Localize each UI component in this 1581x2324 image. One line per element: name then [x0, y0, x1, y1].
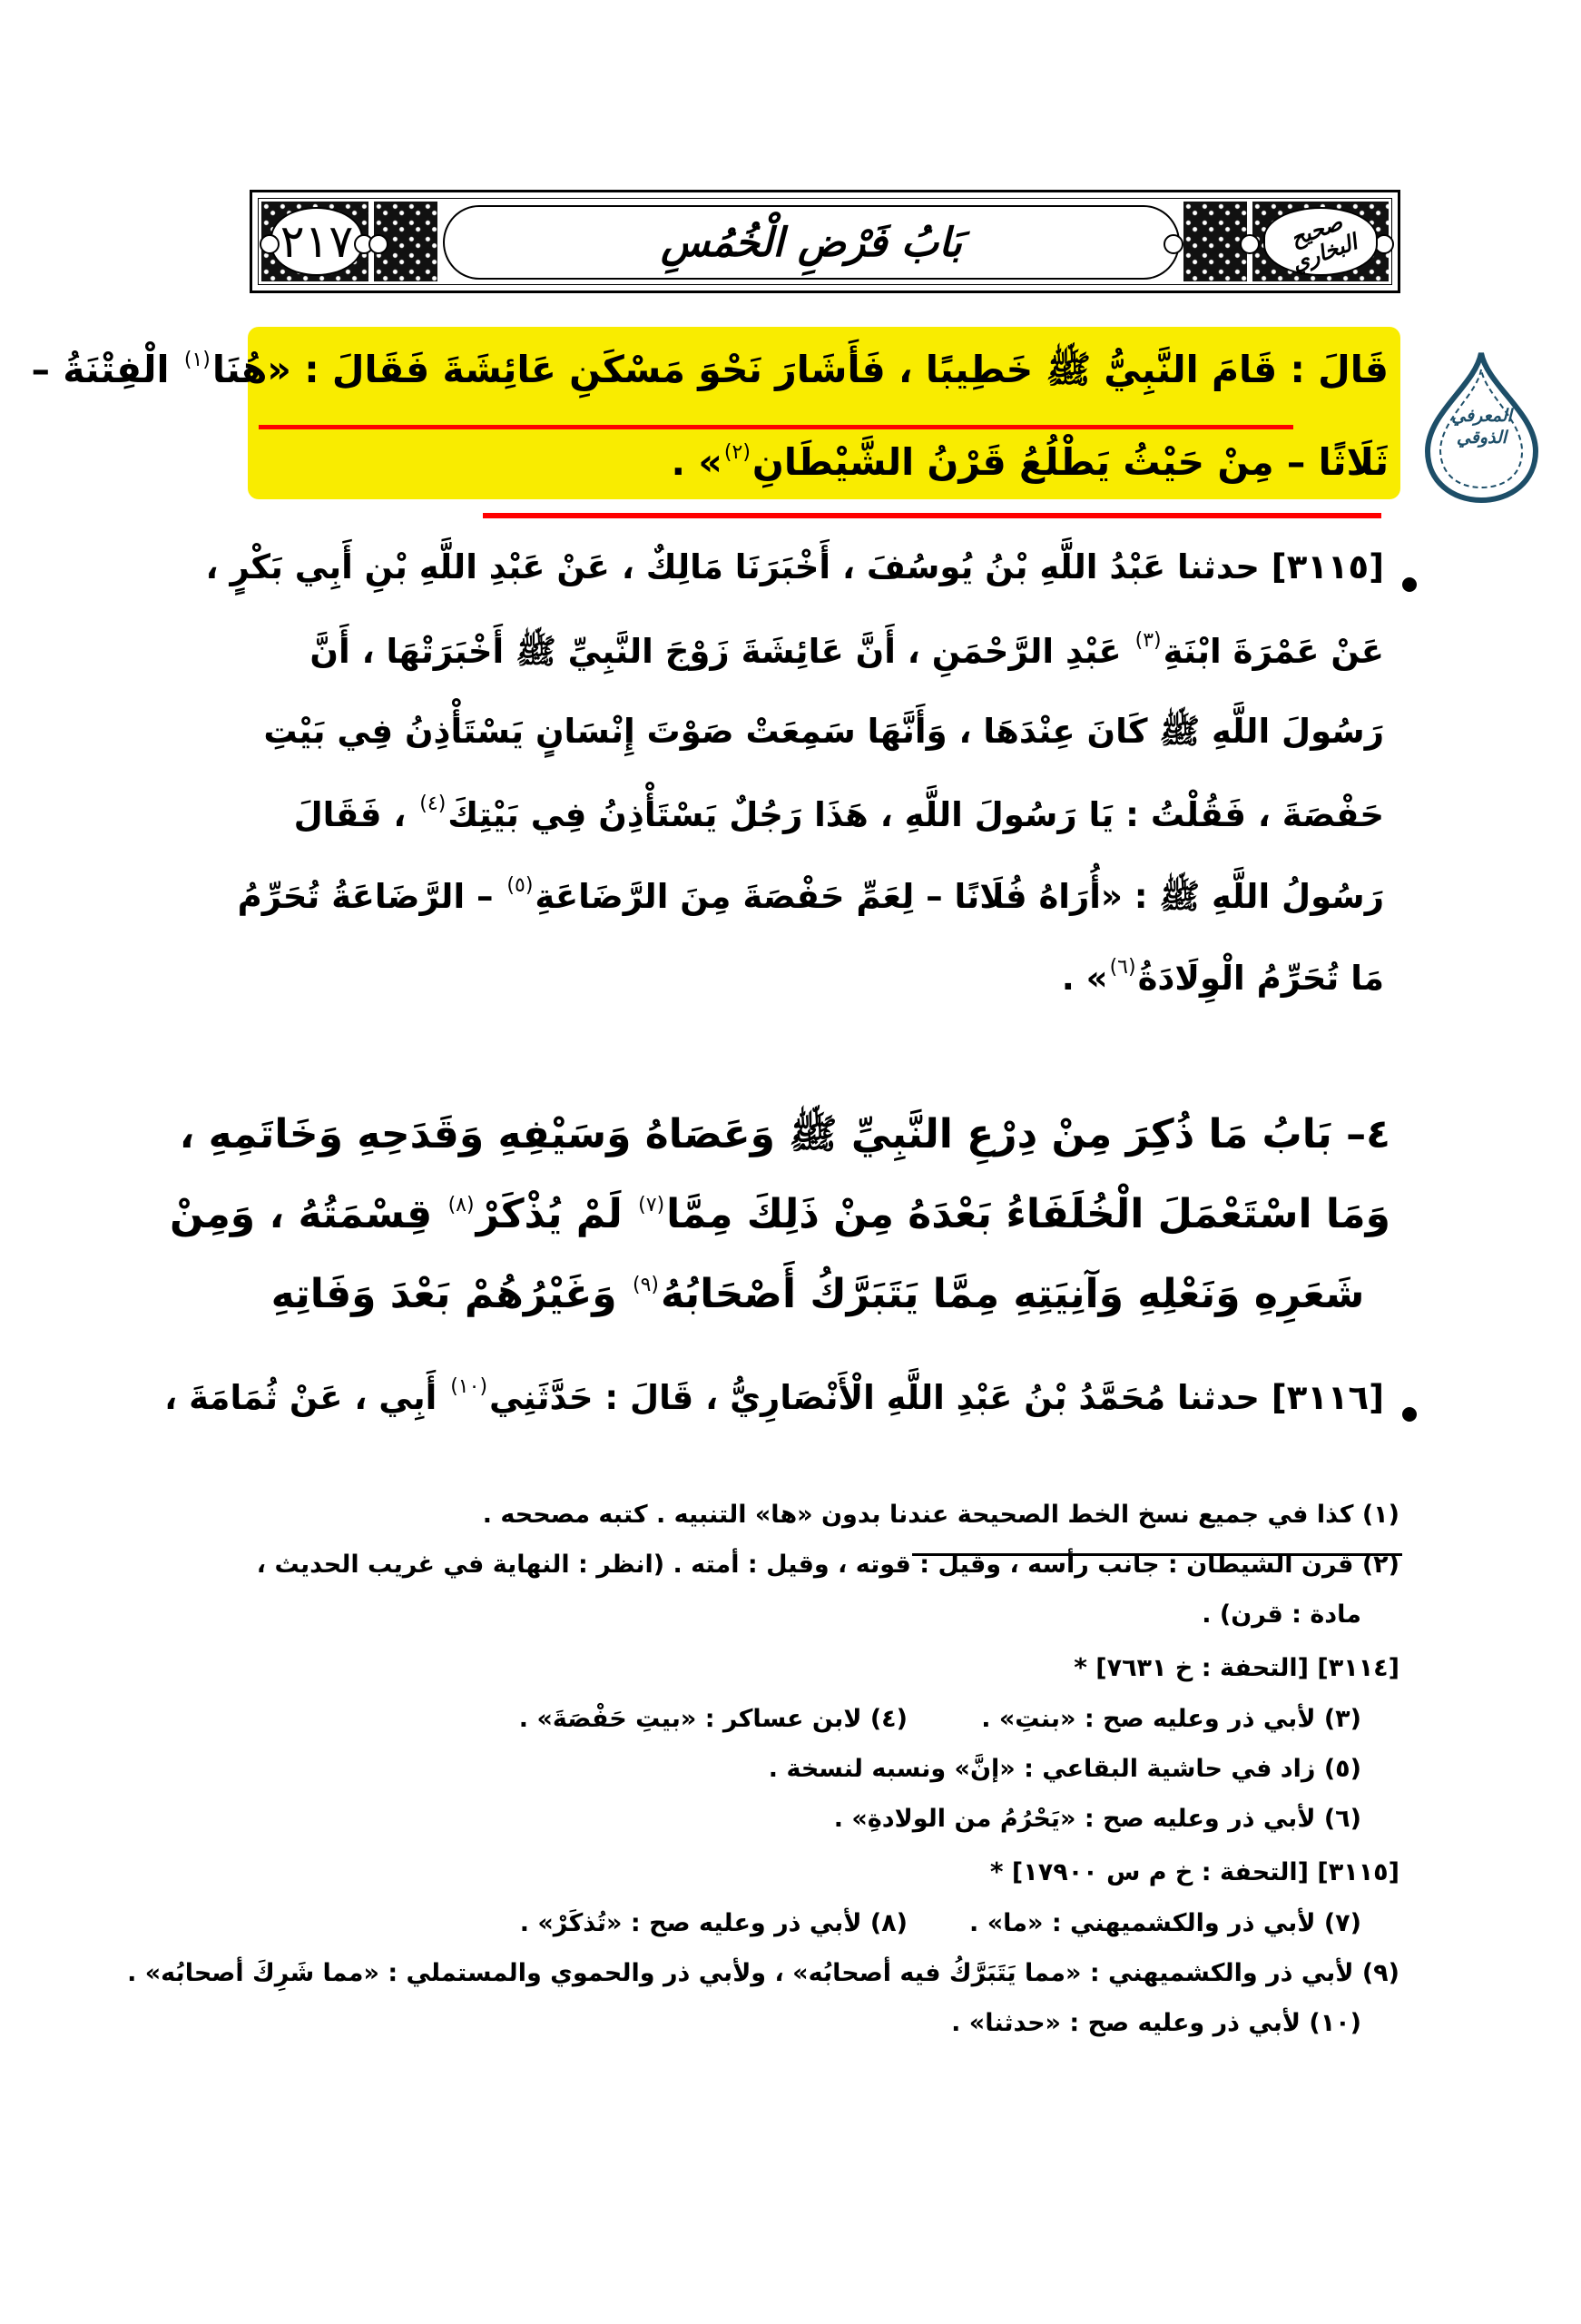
footnote-text: (١٠) لأبي ذر وعليه صح : «حدثنا» .	[951, 2009, 1361, 2037]
highlight-line-1	[31, 347, 1389, 401]
hadith-3115-line-3	[263, 711, 1384, 760]
tuhfa-reference: [٣١١٥] [التحفة : خ م س ١٧٩٠٠]	[1011, 1858, 1399, 1886]
page-header-frame	[250, 190, 1400, 293]
footnote-4	[363, 1705, 908, 1733]
footnote-2-continued	[220, 1600, 1361, 1629]
hadith-3115-line-1	[205, 547, 1384, 586]
footnote-ref[interactable]: (٦)	[1109, 956, 1136, 979]
ornament-knob	[1164, 234, 1183, 254]
footnote-text: (٩) لأبي ذر والكشميهني : «مما يَتَبَرَّكُ فيه أصحابُه» ، ولأبي ذر والحموي والمستملي : «مما شَرِكَ أصحابُه» .	[127, 1959, 1399, 1987]
footnote-8	[363, 1909, 908, 1937]
tuhfa-reference: [٣١١٤] [التحفة : خ ٧٦٣١]	[1095, 1654, 1399, 1682]
highlight-text: » .	[671, 440, 722, 484]
footnote-ref[interactable]: (٨)	[447, 1194, 475, 1216]
footnote-text: (٨) لأبي ذر وعليه صح : «تُذكَرْ» .	[519, 1909, 908, 1937]
hadith-text: أَبِي ، عَنْ ثُمَامَةَ ،	[164, 1378, 437, 1417]
footnote-ref[interactable]: (٧)	[638, 1194, 665, 1216]
hadith-3115-line-4	[272, 793, 1384, 834]
footnote-text: (٧) لأبي ذر والكشميهني : «ما» .	[969, 1909, 1361, 1937]
highlight-text: ثَلَاثًا – مِنْ حَيْثُ يَطْلُعُ قَرْنُ الشَّيْطَانِ	[751, 440, 1389, 484]
hadith-3116-line-1	[164, 1375, 1384, 1417]
footnote-1	[220, 1501, 1399, 1529]
footnote-ref[interactable]: (٩)	[632, 1274, 659, 1296]
book-name-cartouche	[1263, 207, 1378, 276]
footnote-text: مادة : قرن) .	[1202, 1600, 1361, 1629]
logo-calligraphy-text: المعرفي الذوقي	[1451, 406, 1512, 448]
chapter-heading-text: وَغَيْرُهُمْ بَعْدَ وَفَاتِهِ	[270, 1271, 617, 1317]
footnote-9	[127, 1959, 1399, 1987]
red-underline	[259, 425, 1293, 429]
page-number-cartouche	[270, 207, 363, 276]
hadith-text: – الرَّضَاعَةُ تُحَرِّمُ	[237, 877, 494, 916]
chapter-heading-text: ٤– بَابُ مَا ذُكِرَ مِنْ دِرْعِ النَّبِيِّ ﷺ وَعَصَاهُ وَسَيْفِهِ وَقَدَحِهِ وَخَاتَمِهِ ،	[179, 1111, 1390, 1157]
chapter-title-panel	[443, 205, 1180, 280]
ornament-knob	[260, 234, 280, 254]
footnote-text: (٤) لابن عساكر : «بيتِ حَفْصَةَ» .	[518, 1705, 908, 1733]
running-chapter-title: بَابُ فَرْضِ الْخُمُسِ	[661, 219, 962, 266]
hadith-text: » .	[1061, 959, 1108, 998]
footnote-ref[interactable]: (١)	[183, 349, 211, 371]
page-number: ٢١٧	[280, 216, 354, 267]
chapter-heading-text: وَمَا اسْتَعْمَلَ الْخُلَفَاءُ بَعْدَهُ مِنْ ذَلِكَ مِمَّا	[666, 1191, 1390, 1237]
footnote-2	[220, 1551, 1399, 1579]
hadith-text: ، فَقَالَ	[293, 795, 407, 834]
hadith-text: حَفْصَةَ ، فَقُلْتُ : يَا رَسُولَ اللَّهِ ، هَذَا رَجُلٌ يَسْتَأْذِنُ فِي بَيْتِكَ	[447, 795, 1384, 834]
highlight-text: قَالَ : قَامَ النَّبِيُّ ﷺ خَطِيبًا ، فَأَشَارَ نَحْوَ مَسْكَنِ عَائِشَةَ فَقَالَ : «هُنَا	[211, 348, 1389, 391]
header-ornament-right-inner	[1183, 202, 1247, 281]
hadith-bullet	[1402, 1407, 1417, 1422]
chapter-heading-text: شَعَرِهِ وَنَعْلِهِ وَآنِيَتِهِ مِمَّا يَتَبَرَّكُ أَصْحَابُهُ	[660, 1271, 1365, 1317]
calligraphy-logo	[1420, 350, 1543, 504]
chapter-heading-text: لَمْ يُذْكَرْ	[476, 1191, 623, 1237]
hadith-3115-line-5	[237, 874, 1384, 925]
hadith-text: مَا تُحَرِّمُ الْوِلَادَةُ	[1137, 959, 1384, 998]
hadith-text: رَسُولُ اللَّهِ ﷺ : «أُرَاهُ فُلَانًا – لِعَمِّ حَفْصَةَ مِنَ الرَّضَاعَةِ	[535, 877, 1384, 916]
book-name: صحيح البخاري	[1286, 208, 1361, 277]
ornament-knob	[1240, 234, 1260, 254]
footnote-text: (٦) لأبي ذر وعليه صح : «يَحْرُمُ من الولادةِ» .	[833, 1805, 1361, 1833]
ornament-knob	[368, 234, 388, 254]
hadith-text: [٣١١٦] حدثنا مُحَمَّدُ بْنُ عَبْدِ اللَّهِ الْأَنْصَارِيُّ ، قَالَ : حَدَّثَنِي	[489, 1378, 1384, 1417]
red-underline	[483, 513, 1381, 518]
footnote-7	[908, 1909, 1361, 1937]
hadith-text: عَنْ عَمْرَةَ ابْنَةِ	[1163, 632, 1384, 671]
tuhfa-ref-3115	[220, 1856, 1399, 1886]
chapter-heading-line-1	[179, 1109, 1390, 1167]
footnote-10	[220, 2009, 1361, 2037]
footnote-ref[interactable]: (٤)	[419, 793, 447, 815]
footnote-text: (٢) قرن الشيطان : جانب رأسه ، وقيل : قوته ، وقيل : أمته . (انظر : النهاية في غريب الحديث ،	[256, 1551, 1399, 1579]
hadith-text: رَسُولَ اللَّهِ ﷺ كَانَ عِنْدَهَا ، وَأَنَّهَا سَمِعَتْ صَوْتَ إِنْسَانٍ يَسْتَأْذِنُ فِي بَيْتِ	[263, 712, 1384, 751]
footnote-text: (٥) زاد في حاشية البقاعي : «إنَّ» ونسبه لنسخة .	[768, 1755, 1361, 1783]
asterisk-icon: *	[1074, 1652, 1087, 1682]
footnote-ref[interactable]: (٢)	[723, 441, 751, 464]
hadith-text: [٣١١٥] حدثنا عَبْدُ اللَّهِ بْنُ يُوسُفَ ، أَخْبَرَنَا مَالِكٌ ، عَنْ عَبْدِ اللَّهِ بْنِ أَبِي بَكْرٍ ،	[205, 547, 1384, 586]
footnote-text: (٣) لأبي ذر وعليه صح : «بنتِ» .	[981, 1705, 1361, 1733]
chapter-heading-text: قِسْمَتُهُ ، وَمِنْ	[169, 1191, 433, 1237]
footnote-ref[interactable]: (١٠)	[450, 1375, 488, 1398]
hadith-bullet	[1402, 577, 1417, 592]
highlight-text: الْفِتْنَةُ –	[31, 348, 170, 391]
footnote-3	[908, 1705, 1361, 1733]
footnote-ref[interactable]: (٣)	[1134, 629, 1162, 652]
footnote-6	[220, 1805, 1361, 1833]
hadith-text: عَبْدِ الرَّحْمَنِ ، أَنَّ عَائِشَةَ زَوْجَ النَّبِيِّ ﷺ أَخْبَرَتْهَا ، أَنَّ	[309, 632, 1122, 671]
tuhfa-ref-3114	[220, 1652, 1399, 1682]
highlight-line-2	[259, 440, 1389, 484]
footnote-5	[220, 1755, 1361, 1783]
chapter-heading-line-3	[245, 1271, 1390, 1317]
footnote-ref[interactable]: (٥)	[506, 874, 534, 897]
asterisk-icon: *	[989, 1856, 1004, 1886]
hadith-3115-line-2	[272, 629, 1384, 680]
footnote-text: (١) كذا في جميع نسخ الخط الصحيحة عندنا بدون «ها» التنبيه . كتبه مصححه .	[482, 1501, 1399, 1529]
chapter-heading-line-2	[169, 1191, 1390, 1237]
hadith-3115-line-6	[272, 956, 1384, 998]
